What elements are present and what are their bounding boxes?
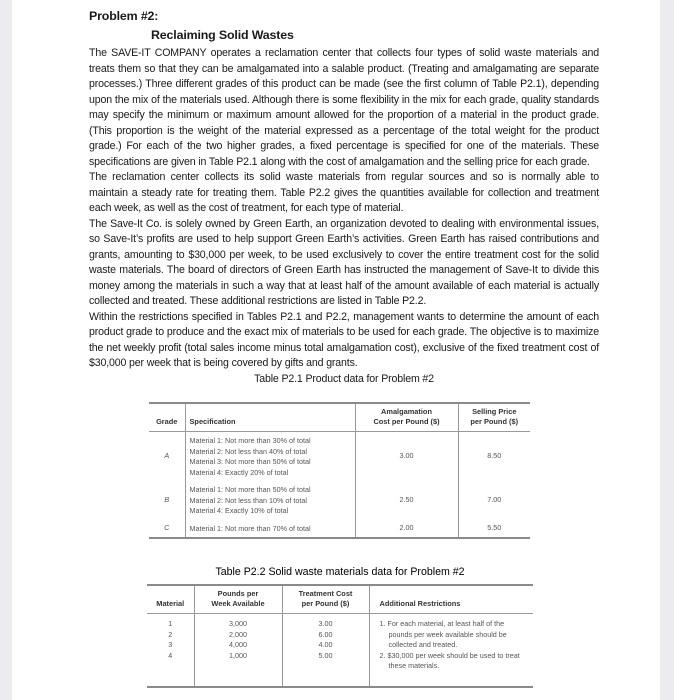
table2-header-row (147, 585, 533, 614)
header-amalgamation-line2: Cost per Pound ($) (373, 417, 440, 426)
header-treatment-cost (282, 585, 369, 614)
header-amalgamation-cost (355, 403, 458, 432)
spec-line: Material 3: Not more than 50% of total (189, 457, 311, 466)
pounds-column (194, 614, 282, 687)
pounds-value: 3,000 (229, 619, 247, 628)
header-pounds-line1: Pounds per (217, 589, 259, 598)
pounds-value: 4,000 (229, 640, 247, 649)
spec-line: Material 2: Not less than 40% of total (189, 446, 307, 456)
treatment-cost-column (282, 614, 369, 687)
header-amalgamation-line1: Amalgamation (381, 407, 432, 416)
table-row-grade-c (149, 520, 530, 539)
table-row-grade-b (149, 481, 530, 520)
material-id: 2 (168, 629, 173, 639)
paragraph-objective: Within the restrictions specified in Tables P2.1 and P2.2, management wants to determine the amount of each product grade to produce and the exact mix of materials to be used for each grade. The objective is to maximize the net weekly profit (total sales income minus total amalgamation cost), exclusive of the fixed treatment cost of $30,000 per week that is being covered by gifts and grants. (89, 310, 599, 369)
grade-cell: A (164, 451, 170, 461)
header-cost-line1: Treatment Cost (298, 589, 353, 598)
header-specification: Specification (185, 403, 355, 432)
document-content (89, 7, 599, 387)
table1-caption: Table P2.1 Product data for Problem #2 (254, 372, 434, 385)
table2-caption: Table P2.2 Solid waste materials data for Problem #2 (215, 566, 465, 578)
treatment-cost-value: 3.00 (318, 619, 333, 628)
specification-cell (185, 520, 355, 539)
selling-price-cell: 7.00 (458, 481, 530, 520)
specification-cell (185, 432, 355, 482)
material-id: 4 (168, 650, 173, 660)
spec-line: Material 1: Not more than 30% of total (189, 436, 311, 445)
problem-title: Problem #2: (89, 9, 159, 23)
header-cost-line2: per Pound ($) (301, 599, 350, 608)
grade-cell: B (164, 495, 170, 504)
problem-subtitle: Reclaiming Solid Wastes (151, 28, 294, 42)
grade-cell: C (164, 523, 170, 532)
spec-line: Material 4: Exactly 20% of total (189, 467, 289, 477)
document-page (12, 0, 660, 700)
materials-data-table (147, 584, 533, 688)
restrictions-column (369, 614, 533, 687)
paragraph-intro: The SAVE-IT COMPANY operates a reclamation center that collects four types of solid waste materials and treats them so that they can be amalgamated into a salable product. (Treating and amalgamating are separate processes.) Three different grades of this product can be made (see the first column of Table P2.1), depending upon the mix of the materials used. Although there is some flexibility in the mix for each grade, quality standards may specify the minimum or maximum amount allowed for the proportion of a material in the product grade. (This proportion is the weight of the material expressed as a percentage of the total weight for the product grade.) For each of the two higher grades, a fixed percentage is specified for one of the materials. These specifications are given in Table P2.1 along with the cost of amalgamation and the selling price for each grade. (89, 47, 599, 168)
table-row-grade-a (149, 432, 530, 482)
specification-cell (185, 481, 355, 520)
selling-price-cell: 5.50 (458, 520, 530, 539)
pounds-value: 1,000 (229, 650, 247, 660)
header-selling-line2: per Pound ($) (470, 417, 519, 426)
spec-line: Material 2: Not less than 10% of total (189, 495, 307, 505)
restriction-item: 1. For each material, at least half of the pounds per week available should be collected and treated. (379, 619, 507, 649)
header-material: Material (156, 599, 185, 608)
restriction-item: 2. $30,000 per week should be used to treat these materials. (379, 650, 520, 670)
table1-header-row (149, 403, 530, 432)
spec-line: Material 1: Not more than 50% of total (189, 485, 311, 494)
amalgamation-cost-cell: 2.50 (355, 481, 458, 520)
header-grade: Grade (156, 417, 178, 426)
paragraph-green-earth: The Save-It Co. is solely owned by Green Earth, an organization devoted to dealing with environmental issues, so Save-It’s profits are used to help support Green Earth’s activities. Green Earth has raised contributions and grants, amounting to $30,000 per week, to be used exclusively to cover the entire treatment cost for the solid waste materials. The board of directors of Green Earth has instructed the management of Save-It to divide this money among the materials in such a way that at least half of the amount available of each material is actually collected and treated. These additional restrictions are listed in Table P2.2. (89, 217, 599, 307)
header-pounds-available (194, 585, 282, 614)
amalgamation-cost-cell: 3.00 (355, 432, 458, 482)
product-data-table (149, 402, 530, 539)
amalgamation-cost-cell: 2.00 (355, 520, 458, 539)
pounds-value: 2,000 (229, 629, 247, 639)
table-row-materials (147, 614, 533, 687)
header-pounds-line2: Week Available (211, 599, 265, 608)
paragraph-collection: The reclamation center collects its solid waste materials from regular sources and so is normally able to maintain a steady rate for treating them. Table P2.2 gives the quantities available for collection and treatment each week, as well as the cost of treatment, for each type of material. (89, 171, 599, 214)
treatment-cost-value: 6.00 (318, 629, 333, 639)
material-id: 1 (168, 619, 173, 628)
header-selling-price (458, 403, 530, 432)
treatment-cost-value: 4.00 (318, 640, 333, 649)
selling-price-cell: 8.50 (458, 432, 530, 482)
material-column (147, 614, 194, 687)
spec-line: Material 1: Not more than 70% of total (189, 523, 311, 533)
treatment-cost-value: 5.00 (318, 650, 333, 660)
header-selling-line1: Selling Price (472, 407, 517, 416)
material-id: 3 (168, 640, 173, 649)
header-additional-restrictions: Additional Restrictions (369, 585, 533, 614)
spec-line: Material 4: Exactly 10% of total (189, 506, 289, 515)
